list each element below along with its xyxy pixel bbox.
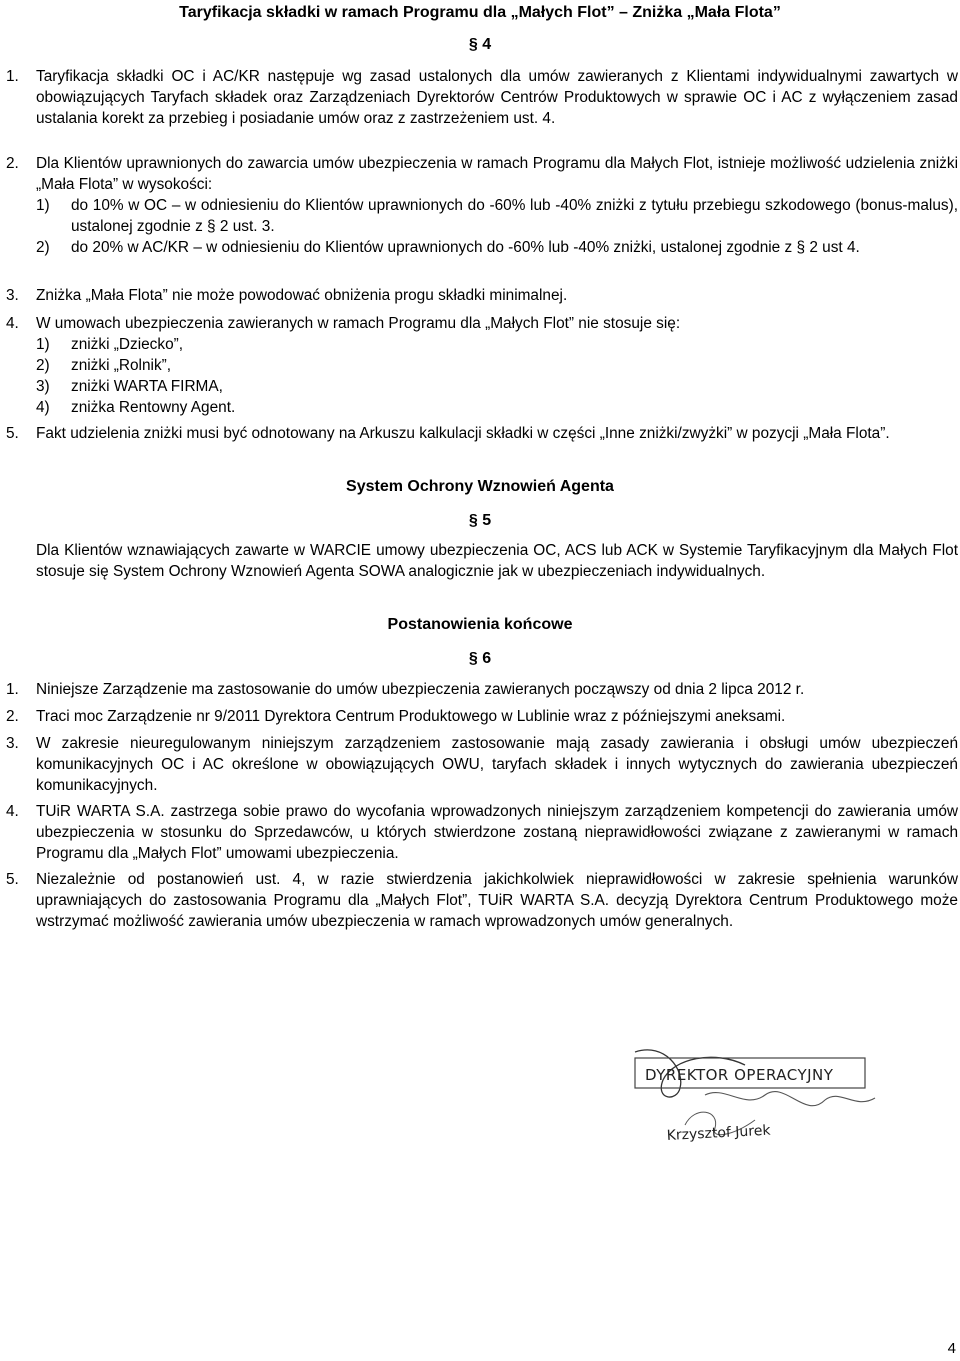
paragraph-text: W zakresie nieuregulowanym niniejszym zarządzeniem zastosowanie mają zasady zawierania i obsługi umów ubezpieczeń komunikacyjnych OC i AC określone w obowiązujących OWU, taryfach składek i innych wytycznych do zawierania ubezpieczeń komunikacyjnych.	[36, 735, 958, 794]
paragraph-text: Niezależnie od postanowień ust. 4, w razie stwierdzenia jakichkolwiek nieprawidłowości w zakresie spełnienia warunków uprawniających do zastosowania Programu dla „Małych Flot”, TUiR WARTA S.A. decyzją Dyrektora Centrum Produktowego może wstrzymać możliwość zawierania umów ubezpieczenia w ramach wprowadzonych umów generalnych.	[36, 871, 958, 930]
paragraph-number: 4.	[6, 315, 19, 332]
svg-text:Krzysztof Jurek: Krzysztof Jurek	[666, 1122, 771, 1144]
paragraph-text: W umowach ubezpieczenia zawieranych w ramach Programu dla „Małych Flot” nie stosuje się:	[36, 315, 681, 332]
list-item	[36, 355, 958, 376]
section-heading-sowa: System Ochrony Wznowień Agenta	[346, 478, 614, 495]
paragraph-number: 2.	[6, 155, 19, 172]
list-item-text: zniżki „Rolnik”,	[71, 357, 172, 374]
paragraph-text: Niniejsze Zarządzenie ma zastosowanie do umów ubezpieczenia zawieranych począwszy od dnia 2 lipca 2012 r.	[36, 681, 805, 698]
paragraph-number: 5.	[6, 871, 19, 888]
list-item-text: zniżki „Dziecko”,	[71, 336, 184, 353]
list-item-text: zniżki WARTA FIRMA,	[71, 378, 223, 395]
list-item-number: 2)	[36, 239, 50, 256]
list-item-text: zniżka Rentowny Agent.	[71, 399, 236, 416]
paragraph-number: 3.	[6, 735, 19, 752]
paragraph-number: 4.	[6, 803, 19, 820]
section-mark-4: § 4	[468, 36, 492, 53]
paragraph-text: TUiR WARTA S.A. zastrzega sobie prawo do wycofania wprowadzonych niniejszym zarządzeniem kompetencji do zawierania umów ubezpieczenia w stosunku do Sprzedawców, u których stwierdzone zostaną nieprawidłowości związane z zawieranymi w ramach Programu dla „Małych Flot” umowami ubezpieczenia.	[36, 803, 958, 862]
svg-text:DYREKTOR OPERACYJNY: DYREKTOR OPERACYJNY	[645, 1066, 834, 1084]
list-item-number: 3)	[36, 378, 50, 395]
s4-paragraph-3	[6, 285, 958, 306]
s6-paragraph-4	[6, 801, 958, 864]
paragraph-number: 3.	[6, 287, 19, 304]
paragraph-text: Taryfikacja składki OC i AC/KR następuje wg zasad ustalonych dla umów zawieranych z Klientami indywidualnymi zawartych w obowiązujących Taryfach składek oraz Zarządzeniach Dyrektorów Centrów Produktowych w sprawie OC i AC z wyłączeniem zasad ustalania korekt za przebieg i posiadanie umów oraz z zastrzeżeniem ust. 4.	[36, 68, 958, 127]
s4-paragraph-4	[6, 313, 958, 418]
paragraph-text: Zniżka „Mała Flota” nie może powodować obniżenia progu składki minimalnej.	[36, 287, 568, 304]
paragraph-text: Fakt udzielenia zniżki musi być odnotowany na Arkuszu kalkulacji składki w części „Inne zniżki/zwyżki” w pozycji „Mała Flota”.	[36, 425, 890, 442]
section-mark-6: § 6	[468, 650, 492, 667]
list-item-number: 1)	[36, 336, 50, 353]
list-item-number: 4)	[36, 399, 50, 416]
list-item-text: do 10% w OC – w odniesieniu do Klientów uprawnionych do -60% lub -40% zniżki z tytułu przebiegu szkodowego (bonus-malus), ustalonej zgodnie z § 2 ust. 3.	[71, 197, 958, 235]
s6-paragraph-5	[6, 869, 958, 932]
s6-paragraph-2	[6, 706, 958, 727]
page-title: Taryfikacja składki w ramach Programu dla „Małych Flot” – Zniżka „Mała Flota”	[179, 4, 781, 21]
s4-paragraph-1	[6, 66, 958, 129]
paragraph-number: 2.	[6, 708, 19, 725]
paragraph-text: Dla Klientów uprawnionych do zawarcia umów ubezpieczenia w ramach Programu dla Małych Flot, istnieje możliwość udzielenia zniżki „Mała Flota” w wysokości:	[36, 155, 958, 193]
page-number: 4	[947, 1340, 956, 1357]
s4-paragraph-5	[6, 423, 958, 444]
list-item-text: do 20% w AC/KR – w odniesieniu do Klientów uprawnionych do -60% lub -40% zniżki, ustalonej zgodnie z § 2 ust 4.	[71, 239, 860, 256]
signature-stamp	[625, 1040, 925, 1160]
paragraph-number: 1.	[6, 68, 19, 85]
s6-paragraph-3	[6, 733, 958, 796]
s4-paragraph-2	[6, 153, 958, 258]
list-item	[36, 397, 958, 418]
s5-paragraph: Dla Klientów wznawiających zawarte w WARCIE umowy ubezpieczenia OC, ACS lub ACK w Systemie Taryfikacyjnym dla Małych Flot stosuje się System Ochrony Wznowień Agenta SOWA analogicznie jak w ubezpieczeniach indywidualnych.	[36, 542, 958, 580]
section-mark-5: § 5	[468, 512, 492, 529]
section-heading-final: Postanowienia końcowe	[387, 616, 573, 633]
paragraph-text: Traci moc Zarządzenie nr 9/2011 Dyrektora Centrum Produktowego w Lublinie wraz z późniejszymi aneksami.	[36, 708, 786, 725]
list-item	[36, 376, 958, 397]
s6-paragraph-1	[6, 679, 958, 700]
list-item-number: 1)	[36, 197, 50, 214]
list-item	[36, 237, 958, 258]
paragraph-number: 1.	[6, 681, 19, 698]
paragraph-number: 5.	[6, 425, 19, 442]
list-item	[36, 195, 958, 237]
list-item-number: 2)	[36, 357, 50, 374]
list-item	[36, 334, 958, 355]
